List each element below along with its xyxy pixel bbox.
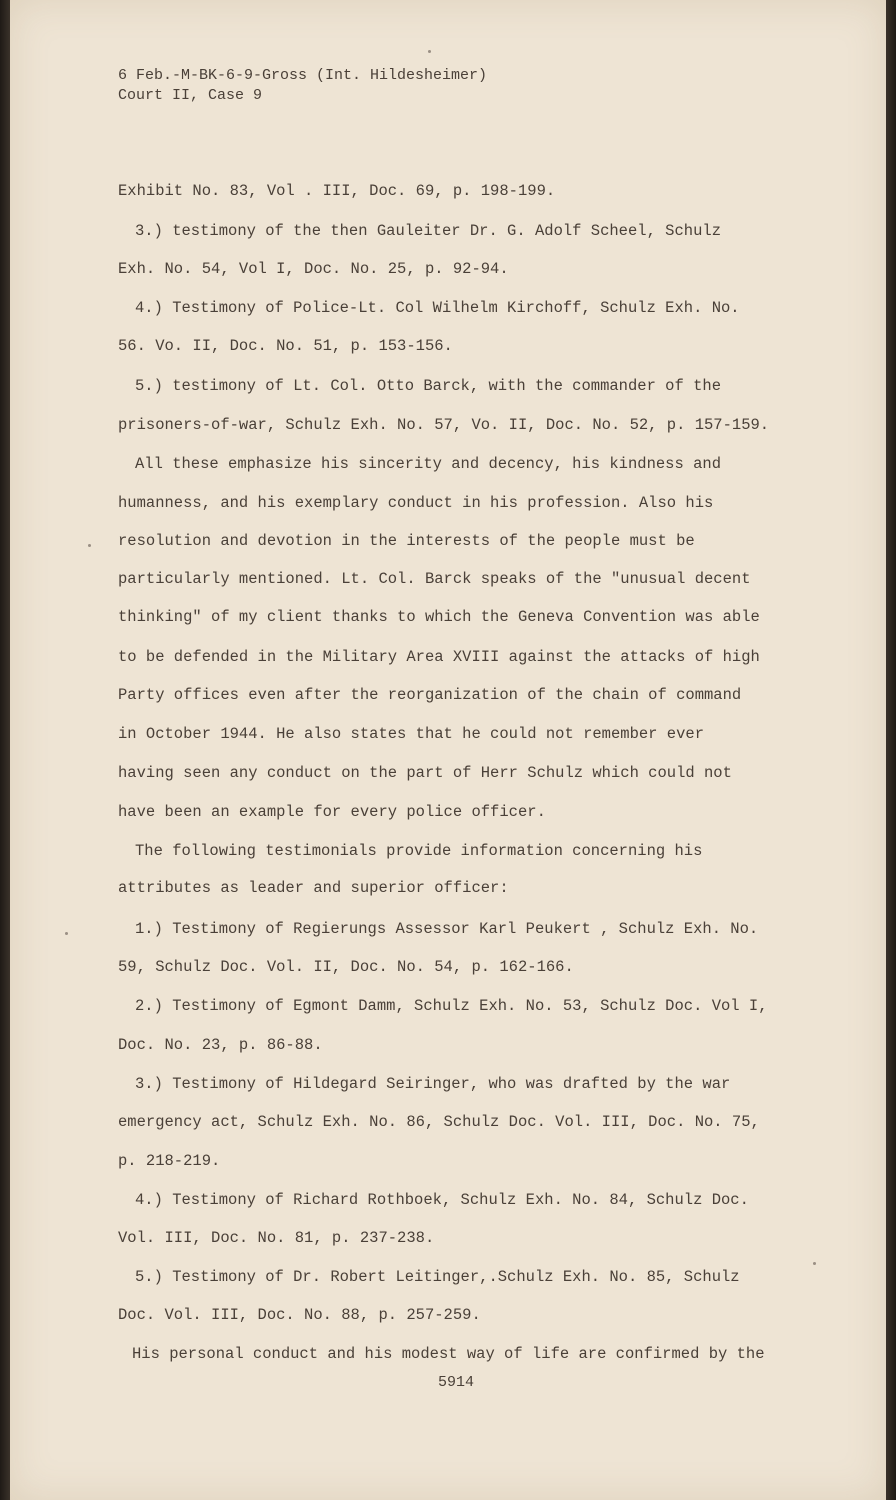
body-line: Doc. No. 23, p. 86-88. (118, 1036, 323, 1054)
body-line: in October 1944. He also states that he could not remember ever (118, 725, 704, 743)
document-page (10, 0, 886, 1500)
body-line: Party offices even after the reorganization of the chain of command (118, 686, 742, 704)
body-line: 4.) Testimony of Richard Rothboek, Schulz Exh. No. 84, Schulz Doc. (135, 1191, 749, 1209)
body-line: thinking" of my client thanks to which the Geneva Convention was able (118, 608, 760, 626)
scan-edge-left (0, 0, 10, 1500)
header-line-1: 6 Feb.-M-BK-6-9-Gross (Int. Hildesheimer) (118, 67, 488, 84)
body-line: 2.) Testimony of Egmont Damm, Schulz Exh. No. 53, Schulz Doc. Vol I, (135, 997, 768, 1015)
body-line: having seen any conduct on the part of Herr Schulz which could not (118, 764, 732, 782)
body-line: Vol. III, Doc. No. 81, p. 237-238. (118, 1229, 435, 1247)
body-line: particularly mentioned. Lt. Col. Barck speaks of the "unusual decent (118, 570, 751, 588)
body-line: 3.) testimony of the then Gauleiter Dr. G. Adolf Scheel, Schulz (135, 222, 721, 240)
paper-speck (65, 932, 68, 935)
body-line: 59, Schulz Doc. Vol. II, Doc. No. 54, p. 162-166. (118, 958, 574, 976)
body-line: 3.) Testimony of Hildegard Seiringer, who was drafted by the war (135, 1075, 731, 1093)
body-line: Doc. Vol. III, Doc. No. 88, p. 257-259. (118, 1306, 481, 1324)
header-line-2: Court II, Case 9 (118, 87, 263, 104)
paper-speck (428, 50, 431, 53)
body-line: The following testimonials provide information concerning his (135, 842, 703, 860)
paper-speck (88, 544, 91, 547)
body-line: 5.) testimony of Lt. Col. Otto Barck, with the commander of the (135, 377, 721, 395)
body-line: attributes as leader and superior officer: (118, 879, 509, 897)
scan-edge-right (886, 0, 896, 1500)
body-line: to be defended in the Military Area XVIII against the attacks of high (118, 648, 760, 666)
body-line: 4.) Testimony of Police-Lt. Col Wilhelm Kirchoff, Schulz Exh. No. (135, 299, 740, 317)
body-line: Exhibit No. 83, Vol . III, Doc. 69, p. 198-199. (118, 182, 556, 200)
body-line: 56. Vo. II, Doc. No. 51, p. 153-156. (118, 337, 453, 355)
body-line: have been an example for every police officer. (118, 803, 546, 821)
body-line: prisoners-of-war, Schulz Exh. No. 57, Vo. II, Doc. No. 52, p. 157-159. (118, 416, 770, 434)
body-line: 5.) Testimony of Dr. Robert Leitinger,.Schulz Exh. No. 85, Schulz (135, 1268, 740, 1286)
paper-speck (813, 1262, 816, 1265)
body-line: emergency act, Schulz Exh. No. 86, Schulz Doc. Vol. III, Doc. No. 75, (118, 1113, 760, 1131)
body-line: resolution and devotion in the interests of the people must be (118, 532, 695, 550)
body-line: Exh. No. 54, Vol I, Doc. No. 25, p. 92-94. (118, 260, 509, 278)
body-line: p. 218-219. (118, 1152, 221, 1170)
body-line: All these emphasize his sincerity and decency, his kindness and (135, 455, 721, 473)
body-line: His personal conduct and his modest way of life are confirmed by the (132, 1345, 765, 1363)
page-number: 5914 (438, 1374, 475, 1391)
body-line: 1.) Testimony of Regierungs Assessor Karl Peukert , Schulz Exh. No. (135, 920, 759, 938)
body-line: humanness, and his exemplary conduct in his profession. Also his (118, 494, 714, 512)
